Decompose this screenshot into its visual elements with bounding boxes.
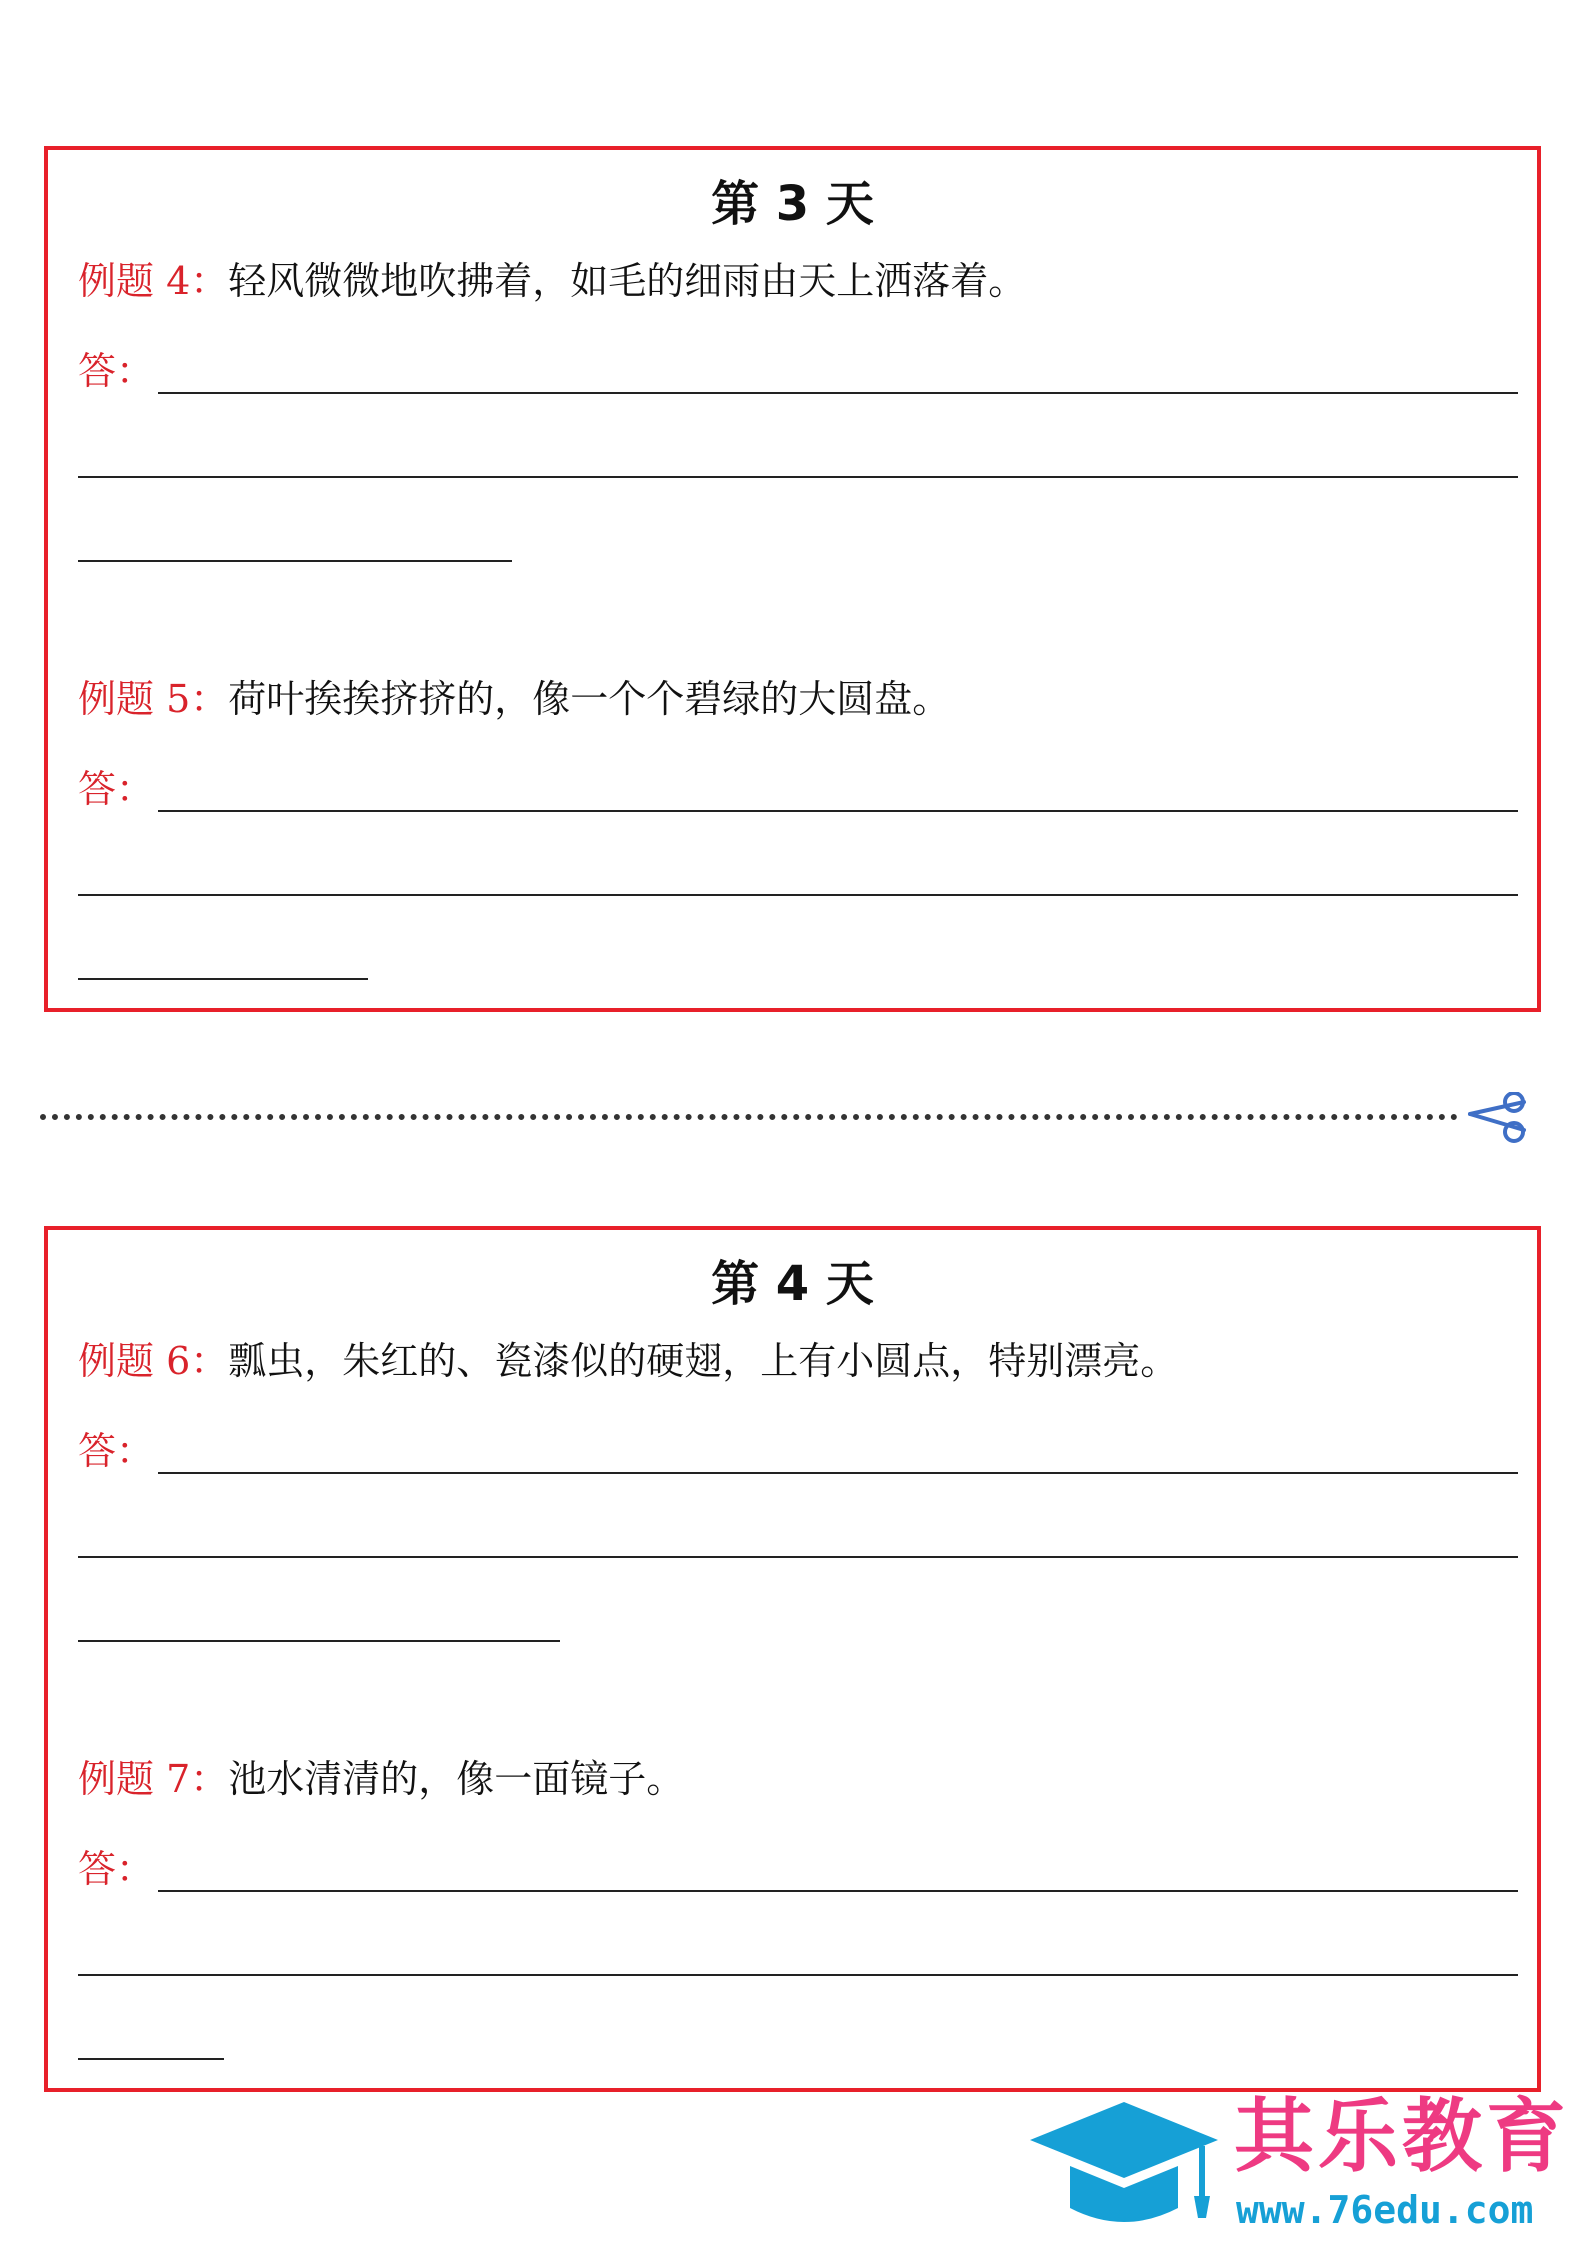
- answer-4-line-2[interactable]: [78, 476, 1518, 478]
- scissors-icon: [1466, 1092, 1530, 1144]
- answer-5-line-2[interactable]: [78, 894, 1518, 896]
- logo-url: www.76edu.com: [1236, 2188, 1534, 2232]
- answer-4-line-1[interactable]: [158, 392, 1518, 394]
- brand-logo: [1024, 2088, 1584, 2238]
- answer-4-line-3[interactable]: [78, 560, 512, 562]
- question-5: [78, 674, 950, 724]
- question-5-label: 例题 5：: [78, 677, 229, 721]
- answer-7-label: 答：: [78, 1847, 155, 1891]
- answer-6-line-2[interactable]: [78, 1556, 1518, 1558]
- day-4-card: [44, 1226, 1541, 2092]
- answer-7-line-2[interactable]: [78, 1974, 1518, 1976]
- day-4-title: 第 4 天: [711, 1256, 874, 1312]
- answer-7-line-3[interactable]: [78, 2058, 224, 2060]
- question-5-text: 荷叶挨挨挤挤的，像一个个碧绿的大圆盘。: [228, 677, 951, 721]
- question-6-label: 例题 6：: [78, 1339, 229, 1383]
- answer-6-label: 答：: [78, 1429, 155, 1473]
- answer-7-line-1[interactable]: [158, 1890, 1518, 1892]
- question-4-label: 例题 4：: [78, 259, 229, 303]
- answer-4-label: 答：: [78, 349, 155, 393]
- cut-line-divider: [40, 1114, 1458, 1120]
- question-6: [78, 1336, 1178, 1386]
- answer-5-line-3[interactable]: [78, 978, 368, 980]
- answer-6-line-1[interactable]: [158, 1472, 1518, 1474]
- question-7-text: 池水清清的，像一面镜子。: [228, 1757, 685, 1801]
- answer-5-label: 答：: [78, 767, 155, 811]
- question-4-text: 轻风微微地吹拂着，如毛的细雨由天上洒落着。: [228, 259, 1027, 303]
- day-3-card: [44, 146, 1541, 1012]
- question-6-text: 瓢虫，朱红的、瓷漆似的硬翅，上有小圆点，特别漂亮。: [228, 1339, 1179, 1383]
- question-7: [78, 1754, 684, 1804]
- logo-name: 其乐教育: [1234, 2090, 1570, 2183]
- question-7-label: 例题 7：: [78, 1757, 229, 1801]
- question-4: [78, 256, 1026, 306]
- day-3-title: 第 3 天: [711, 176, 874, 232]
- answer-5-line-1[interactable]: [158, 810, 1518, 812]
- answer-6-line-3[interactable]: [78, 1640, 560, 1642]
- graduation-cap-icon: [1024, 2096, 1234, 2236]
